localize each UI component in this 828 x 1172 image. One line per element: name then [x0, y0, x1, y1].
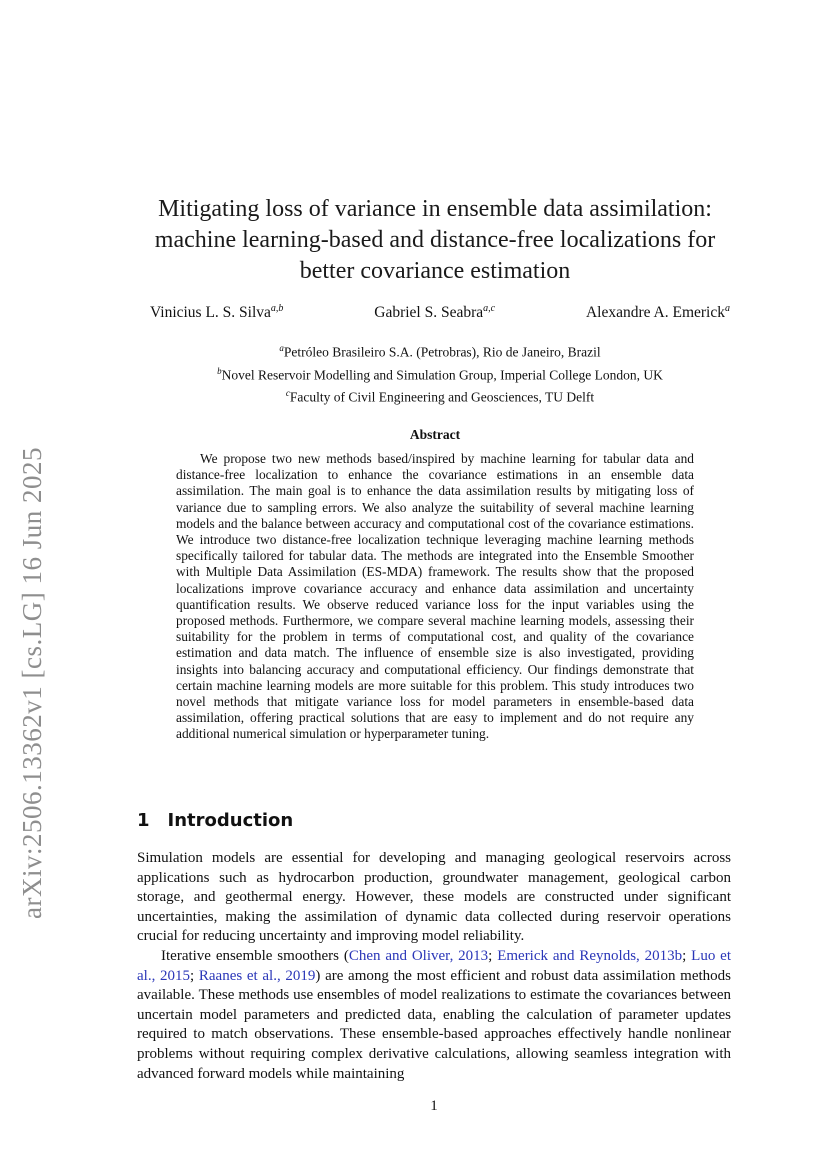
- author-affiliation-mark: a,b: [270, 303, 284, 314]
- affiliation: [140, 384, 740, 407]
- citation-separator: ;: [682, 947, 692, 964]
- affiliation: [140, 339, 740, 362]
- affiliation-mark: a: [279, 343, 284, 353]
- citation-link[interactable]: Chen and Oliver, 2013: [348, 947, 489, 964]
- author-name: Vinicius L. S. Silva: [150, 304, 271, 322]
- author: [586, 303, 730, 322]
- title-line-1: Mitigating loss of variance in ensemble data assimilation:: [158, 196, 712, 222]
- affiliation-mark: b: [217, 365, 222, 376]
- affiliation: [140, 362, 740, 385]
- section-heading: [137, 810, 293, 831]
- author-name: Gabriel S. Seabra: [374, 304, 484, 322]
- citation-separator: ;: [488, 947, 498, 964]
- abstract-heading: Abstract: [409, 427, 461, 442]
- title-line-3: better covariance estimation: [299, 258, 571, 284]
- author: [150, 303, 283, 322]
- section-number: 1: [137, 810, 150, 831]
- affiliation-list: [140, 339, 740, 407]
- paper-title: [130, 194, 740, 287]
- section-title: Introduction: [167, 810, 294, 831]
- intro-text: Iterative ensemble smoothers (: [161, 947, 349, 964]
- author-affiliation-mark: a,c: [483, 303, 496, 314]
- affiliation-text: Petróleo Brasileiro S.A. (Petrobras), Rio de Janeiro, Brazil: [283, 344, 601, 360]
- abstract-text: We propose two new methods based/inspired by machine learning for tabular data and distance-free localization to enhance the covariance estimations in an ensemble data assimilation. The main goal is to enhance the data assimilation results by mitigating loss of variance due to sampling errors. We also analyze the suitability of several machine learning models and the balance between accuracy and computational cost of the covariance estimations. We introduce two distance-free localization technique leveraging machine learning methods specifically tailored for tabular data. The methods are integrated into the Ensemble Smoother with Multiple Data Assimilation (ES-MDA) framework. The results show that the proposed localizations improve covariance accuracy and enhance data assimilation and uncertainty quantification results. We observe reduced variance loss for the input variables using the proposed methods. Furthermore, we compare several machine learning models, assessing their suitability for the problem in terms of computational cost, and quality of the covariance estimation and data match. The influence of ensemble size is also investigated, providing insights into balancing accuracy and computational efficiency. Our findings demonstrate that certain machine learning models are more suitable for this problem. This study introduces two novel methods that mitigate variance loss for model parameters in ensemble-based data assimilation, offering practical solutions that are easy to implement and do not require any additional numerical simulation or hyperparameter tuning.: [176, 451, 694, 742]
- affiliation-text: Novel Reservoir Modelling and Simulation Group, Imperial College London, UK: [221, 367, 663, 382]
- intro-text: ) are among the most efficient and robust data assimilation methods available. These methods use ensembles of model realizations to estimate the covariances between uncertain model parameters and predicted data, enabling the calculation of parameter updates required to match observations. These ensemble-based approaches effectively handle nonlinear problems without requiring complex derivative calculations, allowing seamless integration with advanced forward models while maintaining: [137, 967, 732, 1082]
- intro-paragraph-1: Simulation models are essential for developing and managing geological reservoirs across applications such as hydrocarbon production, groundwater management, geological carbon storage, and geothermal energy. However, these models are constructed under significant uncertainties, making the assimilation of dynamic data collected during reservoir operations crucial for reducing uncertainty and improving model reliability.: [137, 850, 731, 945]
- arxiv-watermark: arXiv:2506.13362v1 [cs.LG] 16 Jun 2025: [17, 447, 47, 919]
- arxiv-watermark-container: [14, 210, 60, 950]
- citation-link[interactable]: Emerick and Reynolds, 2013b: [497, 947, 683, 964]
- author-list: [150, 303, 730, 322]
- affiliation-text: Faculty of Civil Engineering and Geosciences, TU Delft: [289, 389, 595, 405]
- citation-separator: ;: [190, 967, 199, 984]
- citation-link[interactable]: Luo et al., 2015: [137, 947, 732, 984]
- author: [374, 303, 495, 322]
- intro-paragraph-2: [137, 947, 731, 1084]
- author-name: Alexandre A. Emerick: [585, 304, 725, 322]
- title-line-2: machine learning-based and distance-free localizations for: [154, 227, 716, 253]
- page-number: 1: [430, 1098, 438, 1114]
- introduction-body: [137, 849, 731, 1084]
- author-affiliation-mark: a: [724, 303, 730, 314]
- citation-link[interactable]: Raanes et al., 2019: [198, 967, 316, 984]
- affiliation-mark: c: [285, 388, 290, 398]
